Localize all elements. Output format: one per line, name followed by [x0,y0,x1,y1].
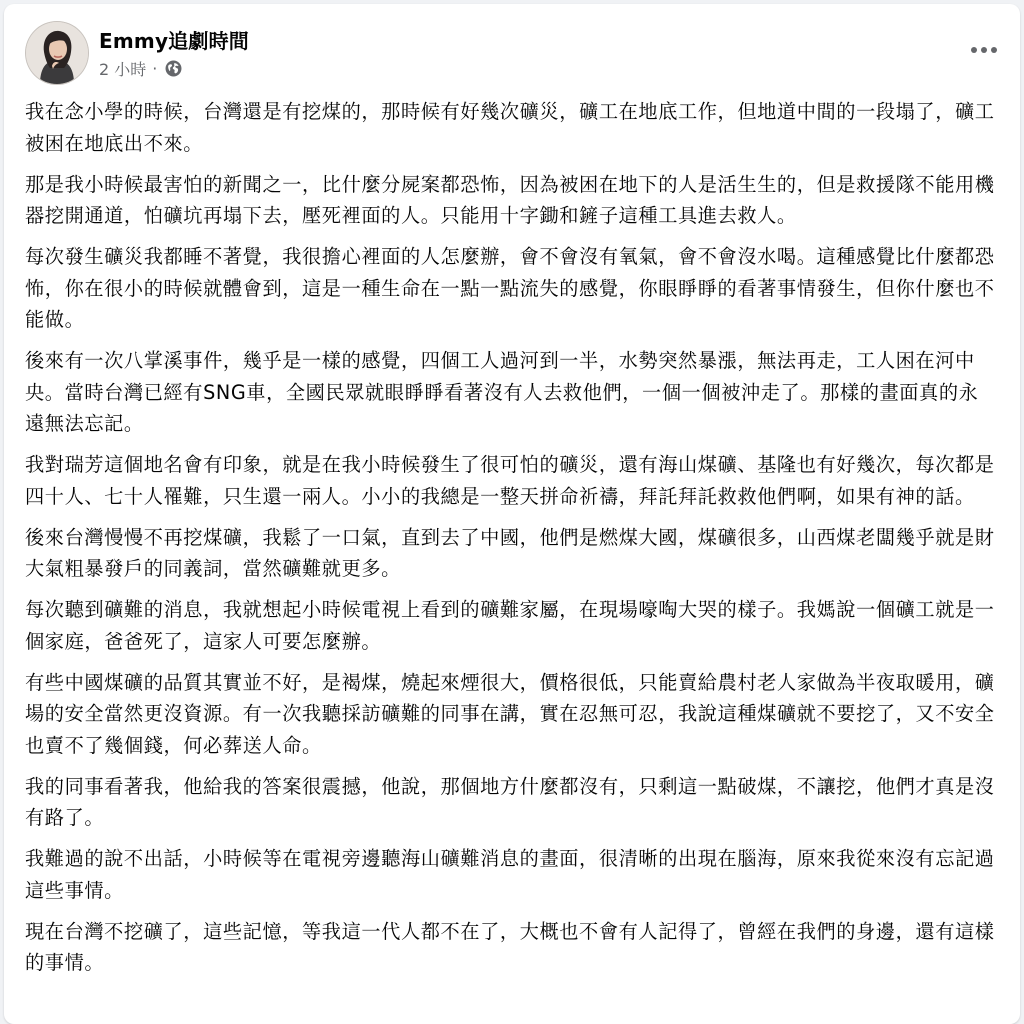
post-paragraph: 我難過的說不出話，小時候等在電視旁邊聽海山礦難消息的畫面，很清晰的出現在腦海，原來我從來沒有忘記過這些事情。 [25,847,995,902]
post-body [4,90,1020,979]
post-paragraph: 我的同事看著我，他給我的答案很震撼，他說，那個地方什麼都沒有，只剩這一點破煤，不讓挖，他們才真是沒有路了。 [25,774,995,829]
post-paragraph: 我對瑞芳這個地名會有印象，就是在我小時候發生了很可怕的礦災，還有海山煤礦、基隆也有好幾次，每次都是四十人、七十人罹難，只生還一兩人。小小的我總是一整天拼命祈禱，拜託拜託救救他們啊，如果有神的話。 [25,453,995,508]
post-paragraph: 每次發生礦災我都睡不著覺，我很擔心裡面的人怎麼辦，會不會沒有氧氣，會不會沒水喝。這種感覺比什麼都恐怖，你在很小的時候就體會到，這是一種生命在一點一點流失的感覺，你眼睜睜的看著事情發生，但你什麼也不能做。 [25,245,995,331]
more-horizontal-icon [971,47,997,53]
post-paragraph: 我在念小學的時候，台灣還是有挖煤的，那時候有好幾次礦災，礦工在地底工作，但地道中間的一段塌了，礦工被困在地底出不來。 [25,100,995,155]
post-header [4,4,1020,90]
post-paragraph: 現在台灣不挖礦了，這些記憶，等我這一代人都不在了，大概也不會有人記得了，曾經在我們的身邊，還有這樣的事情。 [25,919,995,974]
author-name[interactable]: Emmy追劇時間 [99,29,249,53]
post-paragraph: 後來有一次八掌溪事件，幾乎是一樣的感覺，四個工人過河到一半，水勢突然暴漲，無法再走，工人困在河中央。當時台灣已經有SNG車，全國民眾就眼睜睜看著沒有人去救他們，一個一個被沖走了。那樣的畫面真的永遠無法忘記。 [25,349,979,435]
post-time[interactable]: 2 小時 [99,60,147,79]
post-paragraph: 那是我小時候最害怕的新聞之一，比什麼分屍案都恐怖，因為被困在地下的人是活生生的，但是救援隊不能用機器挖開通道，怕礦坑再塌下去，壓死裡面的人。只能用十字鋤和鏟子這種工具進去救人。 [25,172,995,227]
post-paragraph: 有些中國煤礦的品質其實並不好，是褐煤，燒起來煙很大，價格很低，只能賣給農村老人家做為半夜取暖用，礦場的安全當然更沒資源。有一次我聽採訪礦難的同事在講，實在忍無可忍，我說這種煤礦就不要挖了，又不安全也賣不了幾個錢，何必葬送人命。 [25,670,995,757]
author-avatar[interactable] [25,21,89,85]
globe-icon[interactable] [165,60,182,77]
post-paragraph: 後來台灣慢慢不再挖煤礦，我鬆了一口氣，直到去了中國，他們是燃煤大國，煤礦很多，山西煤老闆幾乎就是財大氣粗暴發戶的同義詞，當然礦難就更多。 [25,525,995,580]
meta-separator: · [152,59,158,78]
more-options-button[interactable] [966,32,1002,68]
post-meta [99,57,182,80]
post-paragraph: 每次聽到礦難的消息，我就想起小時候電視上看到的礦難家屬，在現場嚎啕大哭的樣子。我媽說一個礦工就是一個家庭，爸爸死了，這家人可要怎麼辦。 [25,598,995,653]
post-card [4,4,1020,1024]
